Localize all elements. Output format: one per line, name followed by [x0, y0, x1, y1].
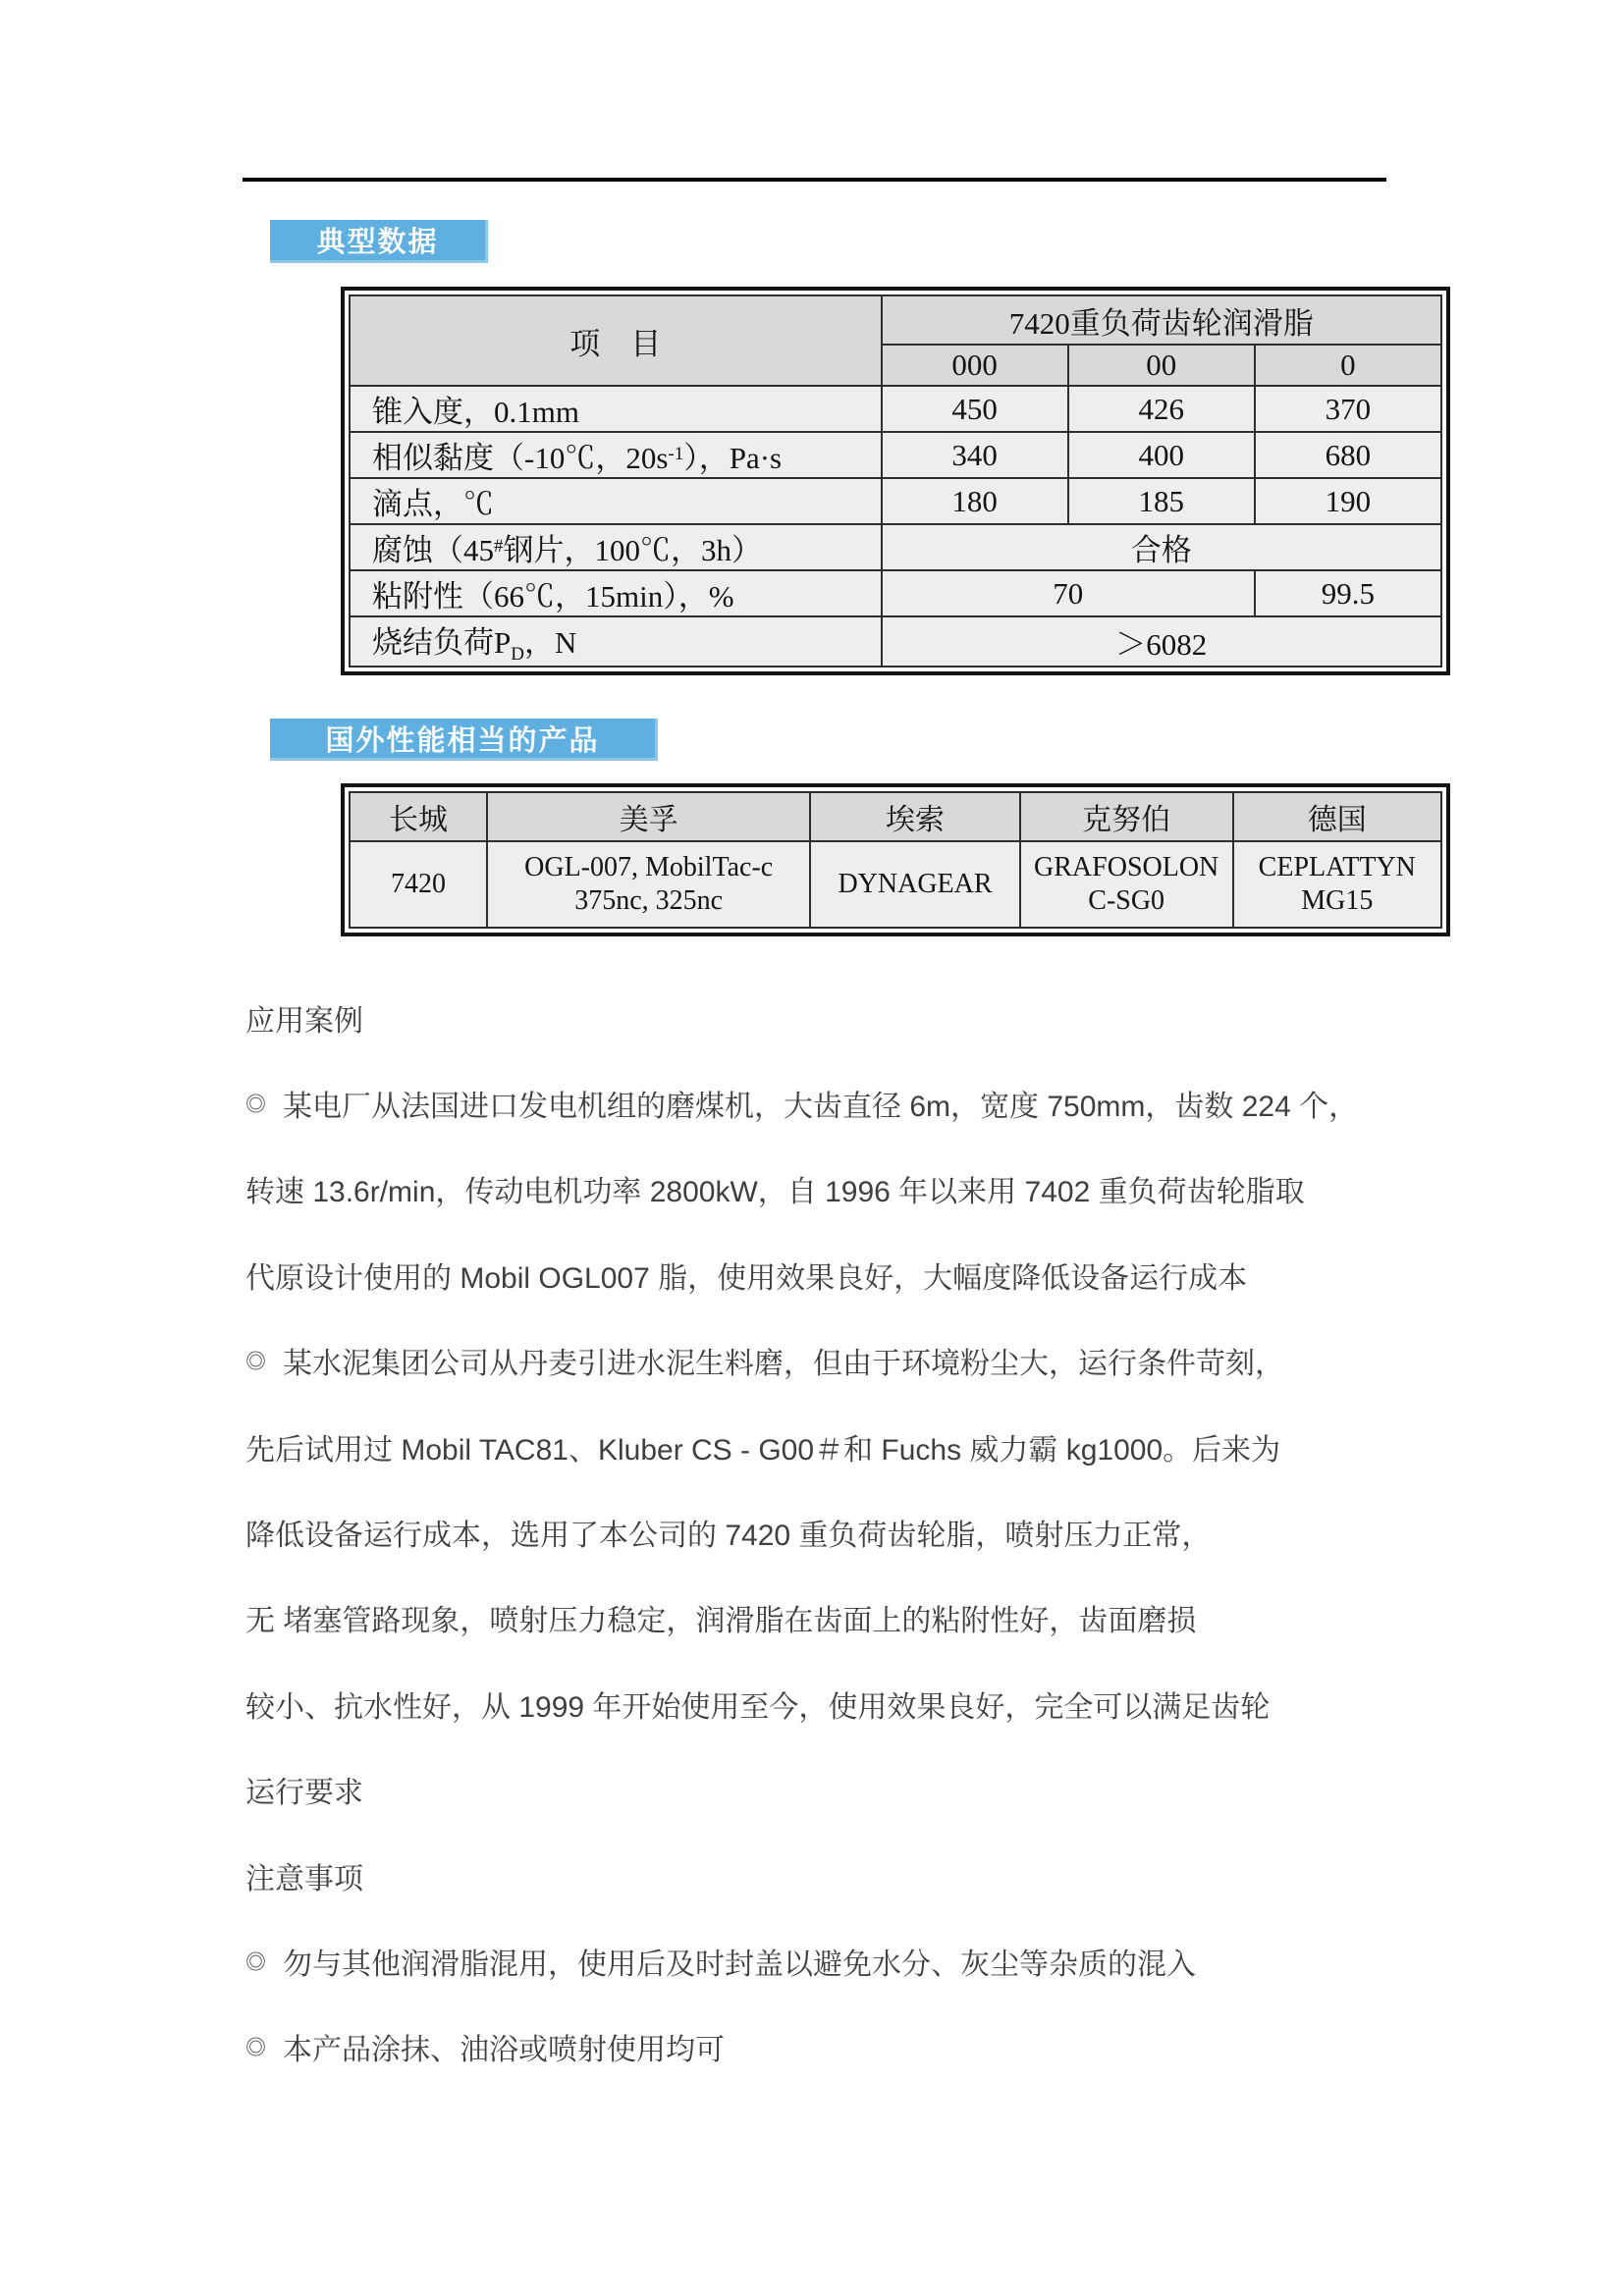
table-cell: 190 — [1255, 478, 1441, 524]
table-cell: 99.5 — [1255, 570, 1441, 616]
text-line — [245, 1661, 1399, 1746]
line-text: 无 堵塞管路现象，喷射压力稳定，润滑脂在齿面上的粘附性好，齿面磨损 — [245, 1605, 1197, 1638]
table-row — [350, 841, 1441, 928]
table-row — [350, 478, 1441, 524]
typical-data-table-grid — [349, 294, 1442, 667]
table-cell: OGL-007, MobilTac-c 375nc, 325nc — [487, 841, 810, 928]
label-text: ，N — [523, 625, 577, 660]
foreign-equivalents-table-grid — [349, 791, 1442, 929]
superscript-text: # — [494, 536, 504, 557]
table-cell: DYNAGEAR — [810, 841, 1020, 928]
text-line — [245, 2004, 1399, 2090]
table-cell: 370 — [1255, 386, 1441, 432]
subscript-text: D — [511, 644, 524, 665]
top-divider — [243, 178, 1386, 182]
text-line — [245, 1833, 1399, 1918]
text-line — [245, 975, 1399, 1060]
table-cell: 180 — [882, 478, 1068, 524]
label-text: 相似黏度（-10℃，20s — [372, 441, 669, 475]
label-text: 烧结负荷P — [372, 625, 512, 660]
grade-header-cell: 000 — [882, 345, 1068, 386]
grade-header-cell: 00 — [1068, 345, 1255, 386]
bullet-icon: ◎ — [245, 1950, 266, 1974]
table-cell: ＞6082 — [882, 616, 1441, 667]
superscript-text: -1 — [668, 444, 684, 464]
product-header-cell: 7420重负荷齿轮润滑脂 — [882, 295, 1441, 345]
line-text: 代原设计使用的 Mobil OGL007 脂，使用效果良好，大幅度降低设备运行成本 — [245, 1261, 1248, 1295]
table-row — [350, 792, 1441, 841]
typical-data-table — [341, 287, 1450, 675]
line-text: 转速 13.6r/min，传动电机功率 2800kW，自 1996 年以来用 7402 重负荷齿轮脂取 — [245, 1176, 1305, 1209]
text-line — [245, 1318, 1399, 1404]
table-row — [350, 570, 1441, 616]
brand-header-cell: 长城 — [350, 792, 487, 841]
application-notes-text — [245, 975, 1399, 2090]
grade-header-cell: 0 — [1255, 345, 1441, 386]
label-text: 腐蚀（45 — [372, 533, 494, 567]
bullet-icon: ◎ — [245, 2037, 266, 2060]
table-cell: 滴点，℃ — [350, 478, 882, 524]
line-text: 某电厂从法国进口发电机组的磨煤机，大齿直径 6m，宽度 750mm，齿数 224 个， — [283, 1091, 1359, 1124]
table-cell: 70 — [882, 570, 1255, 616]
table-cell: 锥入度，0.1mm — [350, 386, 882, 432]
line-text: 较小、抗水性好，从 1999 年开始使用至今，使用效果良好，完全可以满足齿轮 — [245, 1690, 1271, 1724]
table-cell: 340 — [882, 432, 1068, 478]
line-text: 本产品涂抹、油浴或喷射使用均可 — [283, 2034, 725, 2067]
table-row — [350, 386, 1441, 432]
table-cell: 合格 — [882, 524, 1441, 570]
brand-header-cell: 德国 — [1233, 792, 1441, 841]
label-text: ），Pa·s — [683, 441, 783, 475]
table-cell — [350, 432, 882, 478]
brand-header-cell: 美孚 — [487, 792, 810, 841]
foreign-equivalents-table — [341, 783, 1450, 936]
table-cell: 680 — [1255, 432, 1441, 478]
text-line — [245, 1747, 1399, 1833]
text-line — [245, 1575, 1399, 1661]
section-badge-typical-data: 典型数据 — [270, 220, 488, 263]
table-cell: 185 — [1068, 478, 1255, 524]
table-cell: 450 — [882, 386, 1068, 432]
table-cell: 426 — [1068, 386, 1255, 432]
line-text: 先后试用过 Mobil TAC81、Kluber CS - G00＃和 Fuchs 威力霸 kg1000。后来为 — [245, 1433, 1281, 1467]
table-row — [350, 432, 1441, 478]
brand-header-cell: 克努伯 — [1020, 792, 1233, 841]
text-line — [245, 1404, 1399, 1489]
bullet-icon: ◎ — [245, 1094, 266, 1117]
table-row — [350, 616, 1441, 667]
table-cell: GRAFOSOLON C-SG0 — [1020, 841, 1233, 928]
text-line — [245, 1060, 1399, 1146]
table-cell: 400 — [1068, 432, 1255, 478]
item-header-cell: 项 目 — [350, 295, 882, 386]
line-text: 运行要求 — [245, 1777, 363, 1810]
line-text: 注意事项 — [245, 1862, 363, 1896]
table-cell: 7420 — [350, 841, 487, 928]
table-row — [350, 295, 1441, 345]
line-text: 应用案例 — [245, 1004, 363, 1038]
label-text: 钢片，100℃，3h） — [503, 533, 762, 567]
text-line — [245, 1918, 1399, 2003]
line-text: 勿与其他润滑脂混用，使用后及时封盖以避免水分、灰尘等杂质的混入 — [283, 1948, 1196, 1981]
section-badge-foreign-equivalents: 国外性能相当的产品 — [270, 719, 658, 761]
text-line — [245, 1489, 1399, 1575]
table-row — [350, 524, 1441, 570]
table-cell: CEPLATTYN MG15 — [1233, 841, 1441, 928]
line-text: 某水泥集团公司从丹麦引进水泥生料磨，但由于环境粉尘大，运行条件苛刻， — [283, 1348, 1284, 1381]
bullet-icon: ◎ — [245, 1351, 266, 1374]
table-cell — [350, 616, 882, 667]
table-cell — [350, 524, 882, 570]
brand-header-cell: 埃索 — [810, 792, 1020, 841]
line-text: 降低设备运行成本，选用了本公司的 7420 重负荷齿轮脂，喷射压力正常， — [245, 1520, 1212, 1553]
text-line — [245, 1232, 1399, 1317]
table-cell: 粘附性（66℃，15min），% — [350, 570, 882, 616]
text-line — [245, 1147, 1399, 1232]
